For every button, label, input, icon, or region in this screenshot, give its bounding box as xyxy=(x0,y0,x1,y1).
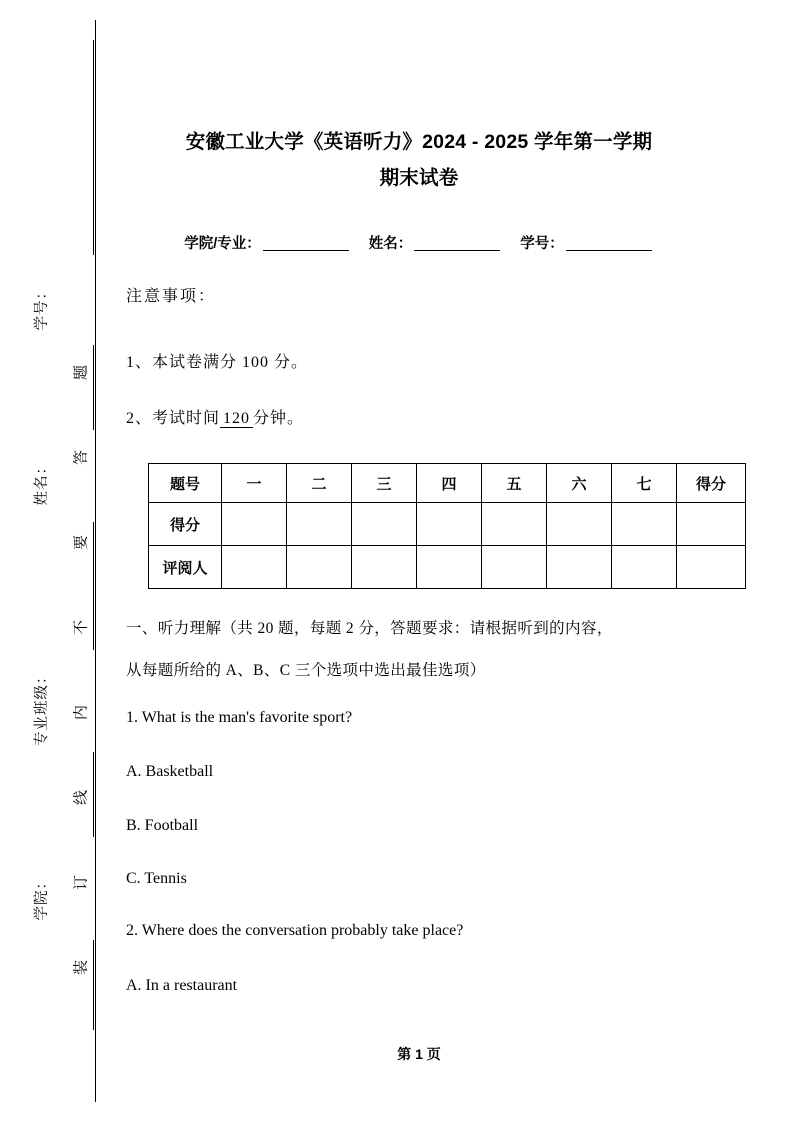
seal-char-3: 不 xyxy=(73,620,90,636)
score-cell-0-1[interactable] xyxy=(287,503,352,546)
name-blank[interactable] xyxy=(414,250,500,251)
question-1-stem: 1. What is the man's favorite sport? xyxy=(126,709,353,726)
score-header-3: 三 xyxy=(352,464,417,503)
score-cell-0-2[interactable] xyxy=(352,503,417,546)
score-cell-1-1[interactable] xyxy=(287,546,352,589)
score-header-0: 题号 xyxy=(149,464,222,503)
notes-item-2-prefix: 2、考试时间 xyxy=(126,410,221,427)
seal-char-1: 答 xyxy=(73,450,90,466)
score-cell-0-3[interactable] xyxy=(417,503,482,546)
score-cell-1-3[interactable] xyxy=(417,546,482,589)
score-cell-1-2[interactable] xyxy=(352,546,417,589)
page-title-line2: 期末试卷 xyxy=(379,167,459,189)
notes-heading: 注意事项： xyxy=(126,288,217,305)
seal-line-text xyxy=(60,345,104,1005)
seal-char-6: 订 xyxy=(73,875,90,891)
student-info-line xyxy=(126,232,712,253)
score-cell-0-5[interactable] xyxy=(547,503,612,546)
exam-duration-value: 120 xyxy=(220,410,253,428)
score-cell-0-0[interactable] xyxy=(222,503,287,546)
seal-char-2: 要 xyxy=(73,535,90,551)
question-2-option-a[interactable]: A. In a restaurant xyxy=(126,977,238,994)
score-cell-1-7[interactable] xyxy=(677,546,746,589)
score-cell-1-6[interactable] xyxy=(612,546,677,589)
name-label: 姓名： xyxy=(368,236,413,252)
notes-item-2 xyxy=(126,405,304,428)
question-1-option-b[interactable]: B. Football xyxy=(126,817,199,834)
margin-label-name: 姓名： xyxy=(33,459,50,506)
margin-label-class: 专业班级： xyxy=(33,668,50,746)
score-row-label-0: 得分 xyxy=(149,503,222,546)
section-heading-line2: 从每题所给的 A、B、C 三个选项中选出最佳选项） xyxy=(126,662,486,679)
page-title xyxy=(126,124,712,196)
seal-char-7: 装 xyxy=(73,960,90,976)
score-cell-1-0[interactable] xyxy=(222,546,287,589)
question-2-stem: 2. Where does the conversation probably take place? xyxy=(126,922,464,939)
student-id-label: 学号： xyxy=(520,236,564,252)
section-heading xyxy=(126,608,706,692)
score-table xyxy=(148,463,746,589)
score-cell-1-5[interactable] xyxy=(547,546,612,589)
score-cell-0-7[interactable] xyxy=(677,503,746,546)
college-major-label: 学院/专业： xyxy=(184,236,261,252)
table-row xyxy=(149,503,746,546)
table-row xyxy=(149,546,746,589)
score-cell-0-6[interactable] xyxy=(612,503,677,546)
score-header-4: 四 xyxy=(417,464,482,503)
score-header-2: 二 xyxy=(287,464,352,503)
notes-item-2-suffix: 分钟。 xyxy=(253,410,305,427)
margin-field-labels xyxy=(18,0,66,1122)
notes-item-1: 1、本试卷满分 100 分。 xyxy=(126,354,309,371)
seal-char-5: 线 xyxy=(73,790,90,806)
score-header-6: 六 xyxy=(547,464,612,503)
question-1-option-a[interactable]: A. Basketball xyxy=(126,763,214,780)
student-id-blank[interactable] xyxy=(566,250,652,251)
seal-char-0: 题 xyxy=(73,365,90,381)
question-1-option-c[interactable]: C. Tennis xyxy=(126,870,187,887)
page-title-line1: 安徽工业大学《英语听力》2024 - 2025 学年第一学期 xyxy=(185,131,653,153)
score-header-7: 七 xyxy=(612,464,677,503)
table-row-header xyxy=(149,464,746,503)
margin-label-college: 学院： xyxy=(33,874,50,921)
score-header-8: 得分 xyxy=(677,464,746,503)
section-heading-line1: 一、听力理解（共 20 题，每题 2 分，答题要求：请根据听到的内容， xyxy=(126,620,613,637)
score-row-label-1: 评阅人 xyxy=(149,546,222,589)
margin-label-student-id: 学号： xyxy=(33,284,50,331)
college-major-blank[interactable] xyxy=(263,250,349,251)
score-header-1: 一 xyxy=(222,464,287,503)
score-header-5: 五 xyxy=(482,464,547,503)
seal-char-4: 内 xyxy=(73,705,90,721)
page-footer: 第 1 页 xyxy=(397,1046,441,1062)
score-cell-0-4[interactable] xyxy=(482,503,547,546)
margin-rule-segment-1 xyxy=(93,40,94,255)
score-cell-1-4[interactable] xyxy=(482,546,547,589)
